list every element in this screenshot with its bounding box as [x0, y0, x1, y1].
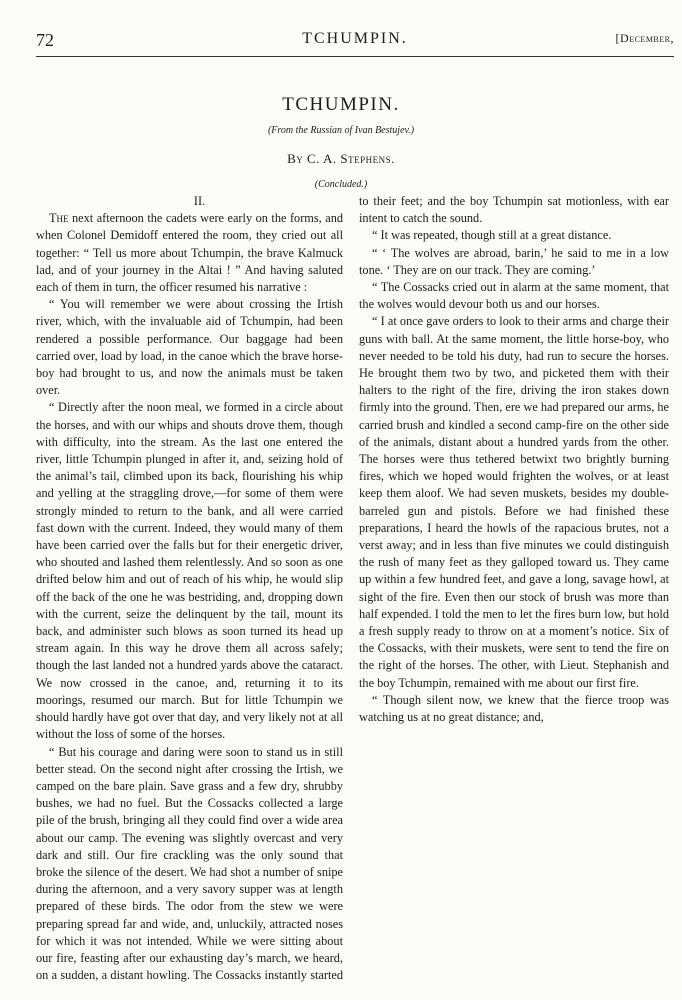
left-column [36, 193, 343, 993]
header-rule [36, 56, 674, 57]
paragraph-4-continued: to their feet; and the boy Tchumpin sat motionless, with ear intent to catch the sound. [359, 194, 669, 226]
right-column [359, 193, 669, 993]
paragraph-5: “ It was repeated, though still at a great distance. [372, 228, 612, 243]
dropcap-word: The [49, 211, 69, 226]
paragraph-9: “ Though silent now, we knew that the fierce troop was watching us at no great distance; and, [359, 692, 669, 725]
paragraph-3: “ Directly after the noon meal, we formed in a circle about the horses, and with our whips and shouts drove them, though with difficulty, into the stream. As the last one entered the river, little Tchumpin plunged in after it, and, seizing hold of the animal’s tail, climbed upon its back, flourishing his whip and yelling at the straggling drove,—for some of them were strongly minded to return to the bank, and all were carried fast down with the current. Indeed, they would many of them have been carried over the falls but for their energetic driver, who shouted and lashed them relentlessly. And so soon as one drifted below him and out of reach of his whip, he would slip off the back of the one he was bestriding, and, dropping down with the current, seize the delinquent by the tail, mount its back, and administer such blows as soon turned its head up stream again. In this way he drove them all across safely; though the last landed not a hundred yards above the cataract. We now crossed in the canoe, and, returning it to its moorings, resumed our march. But for little Tchumpin we should hardly have got over that day, and very likely not at all without the loss of some of the horses. [36, 400, 343, 742]
concluded-note: (Concluded.) [314, 179, 368, 190]
paragraph-4: “ But his courage and daring were soon to stand us in still better stead. On the second night after crossing the Irtish, we camped on the bare plain. Save grass and a few dry, shrubby bushes, we had no fuel. But the Cossacks collected a large pile of the brush, bringing all they could find over a wide area about our camp. The evening was slightly overcast and very dark and still. Our fire crackling was the only sound that broke the silence of the desert. We had shot a number of snipe during the afternoon, and a very savory supper was at length prepared of these birds. The odor from the stew we were preparing spread far and wide, and, unluckily, attracted noses for which it was not intended. While we were sitting about our fire, feasting after our exhausting day’s march, we heard, on a sudden, a distant howling. The Cossacks instantly started [36, 744, 343, 983]
article-byline: By C. A. Stephens. [287, 151, 395, 166]
page-header [36, 30, 674, 54]
paragraph-8: “ I at once gave orders to look to their arms and charge their guns with ball. At the same moment, the little horse-boy, who never needed to be told his duty, had run to secure the horses. He brought them two by two, and picketed them with their halters to the right of the fire, driving the iron stakes down firmly into the ground. Then, ere we had prepared our arms, he carried brush and kindled a second camp-fire on the other side of the animals, distant about a hundred yards from the other. The horses were thus tethered betwixt two brightly burning fires, which we hoped would frighten the wolves, or at least keep them aloof. We had seven muskets, besides my double-barreled gun and pistols. Before we had finished these preparations, I heard the howls of the rapacious brutes, not a verst away; and in less than five minutes we could distinguish the rush of many feet as they galloped toward us. They came up within a few hundred feet, and gave a long, savage howl, at sight of the fire. Even then our stock of brush was more than half expended. I told the men to let the fires burn low, but hold a fresh supply ready to throw on at a moment’s notice. Six of the Cossacks, with their muskets, were sent to tend the fire on the right of the horses. The other, with Lieut. Stephanish and the boy Tchumpin, remained with me about our first fire. [359, 314, 669, 690]
paragraph-6: “ ‘ The wolves are abroad, barin,’ he said to me in a low tone. ‘ They are on our track. They are coming.’ [359, 245, 669, 277]
running-month: [December, [615, 31, 674, 45]
running-title: TCHUMPIN. [302, 30, 408, 47]
page-number: 72 [36, 30, 54, 50]
paragraph-2: “ You will remember we were about crossing the Irtish river, which, with the invaluable aid of Tchumpin, had been rendered a possible performance. Our baggage had been carried over, load by load, in the canoe which the brave horse-boy had brought to us, and now the animals must be taken over. [36, 297, 343, 398]
paragraph-1 [36, 210, 343, 296]
article-title: TCHUMPIN. [282, 94, 400, 115]
section-heading: II. [193, 194, 206, 208]
paragraph-1-text: next afternoon the cadets were early on the forms, and when Colonel Demidoff entered the room, they cried out all together: “ Tell us more about Tchumpin, the brave Kalmuck lad, and of your journey in the Altai ! ” And having saluted each of them in turn, the officer resumed his narrative : [36, 211, 343, 295]
paragraph-7: “ The Cossacks cried out in alarm at the same moment, that the wolves would devour both us and our horses. [359, 280, 669, 312]
article-source: (From the Russian of Ivan Bestujev.) [267, 125, 415, 136]
